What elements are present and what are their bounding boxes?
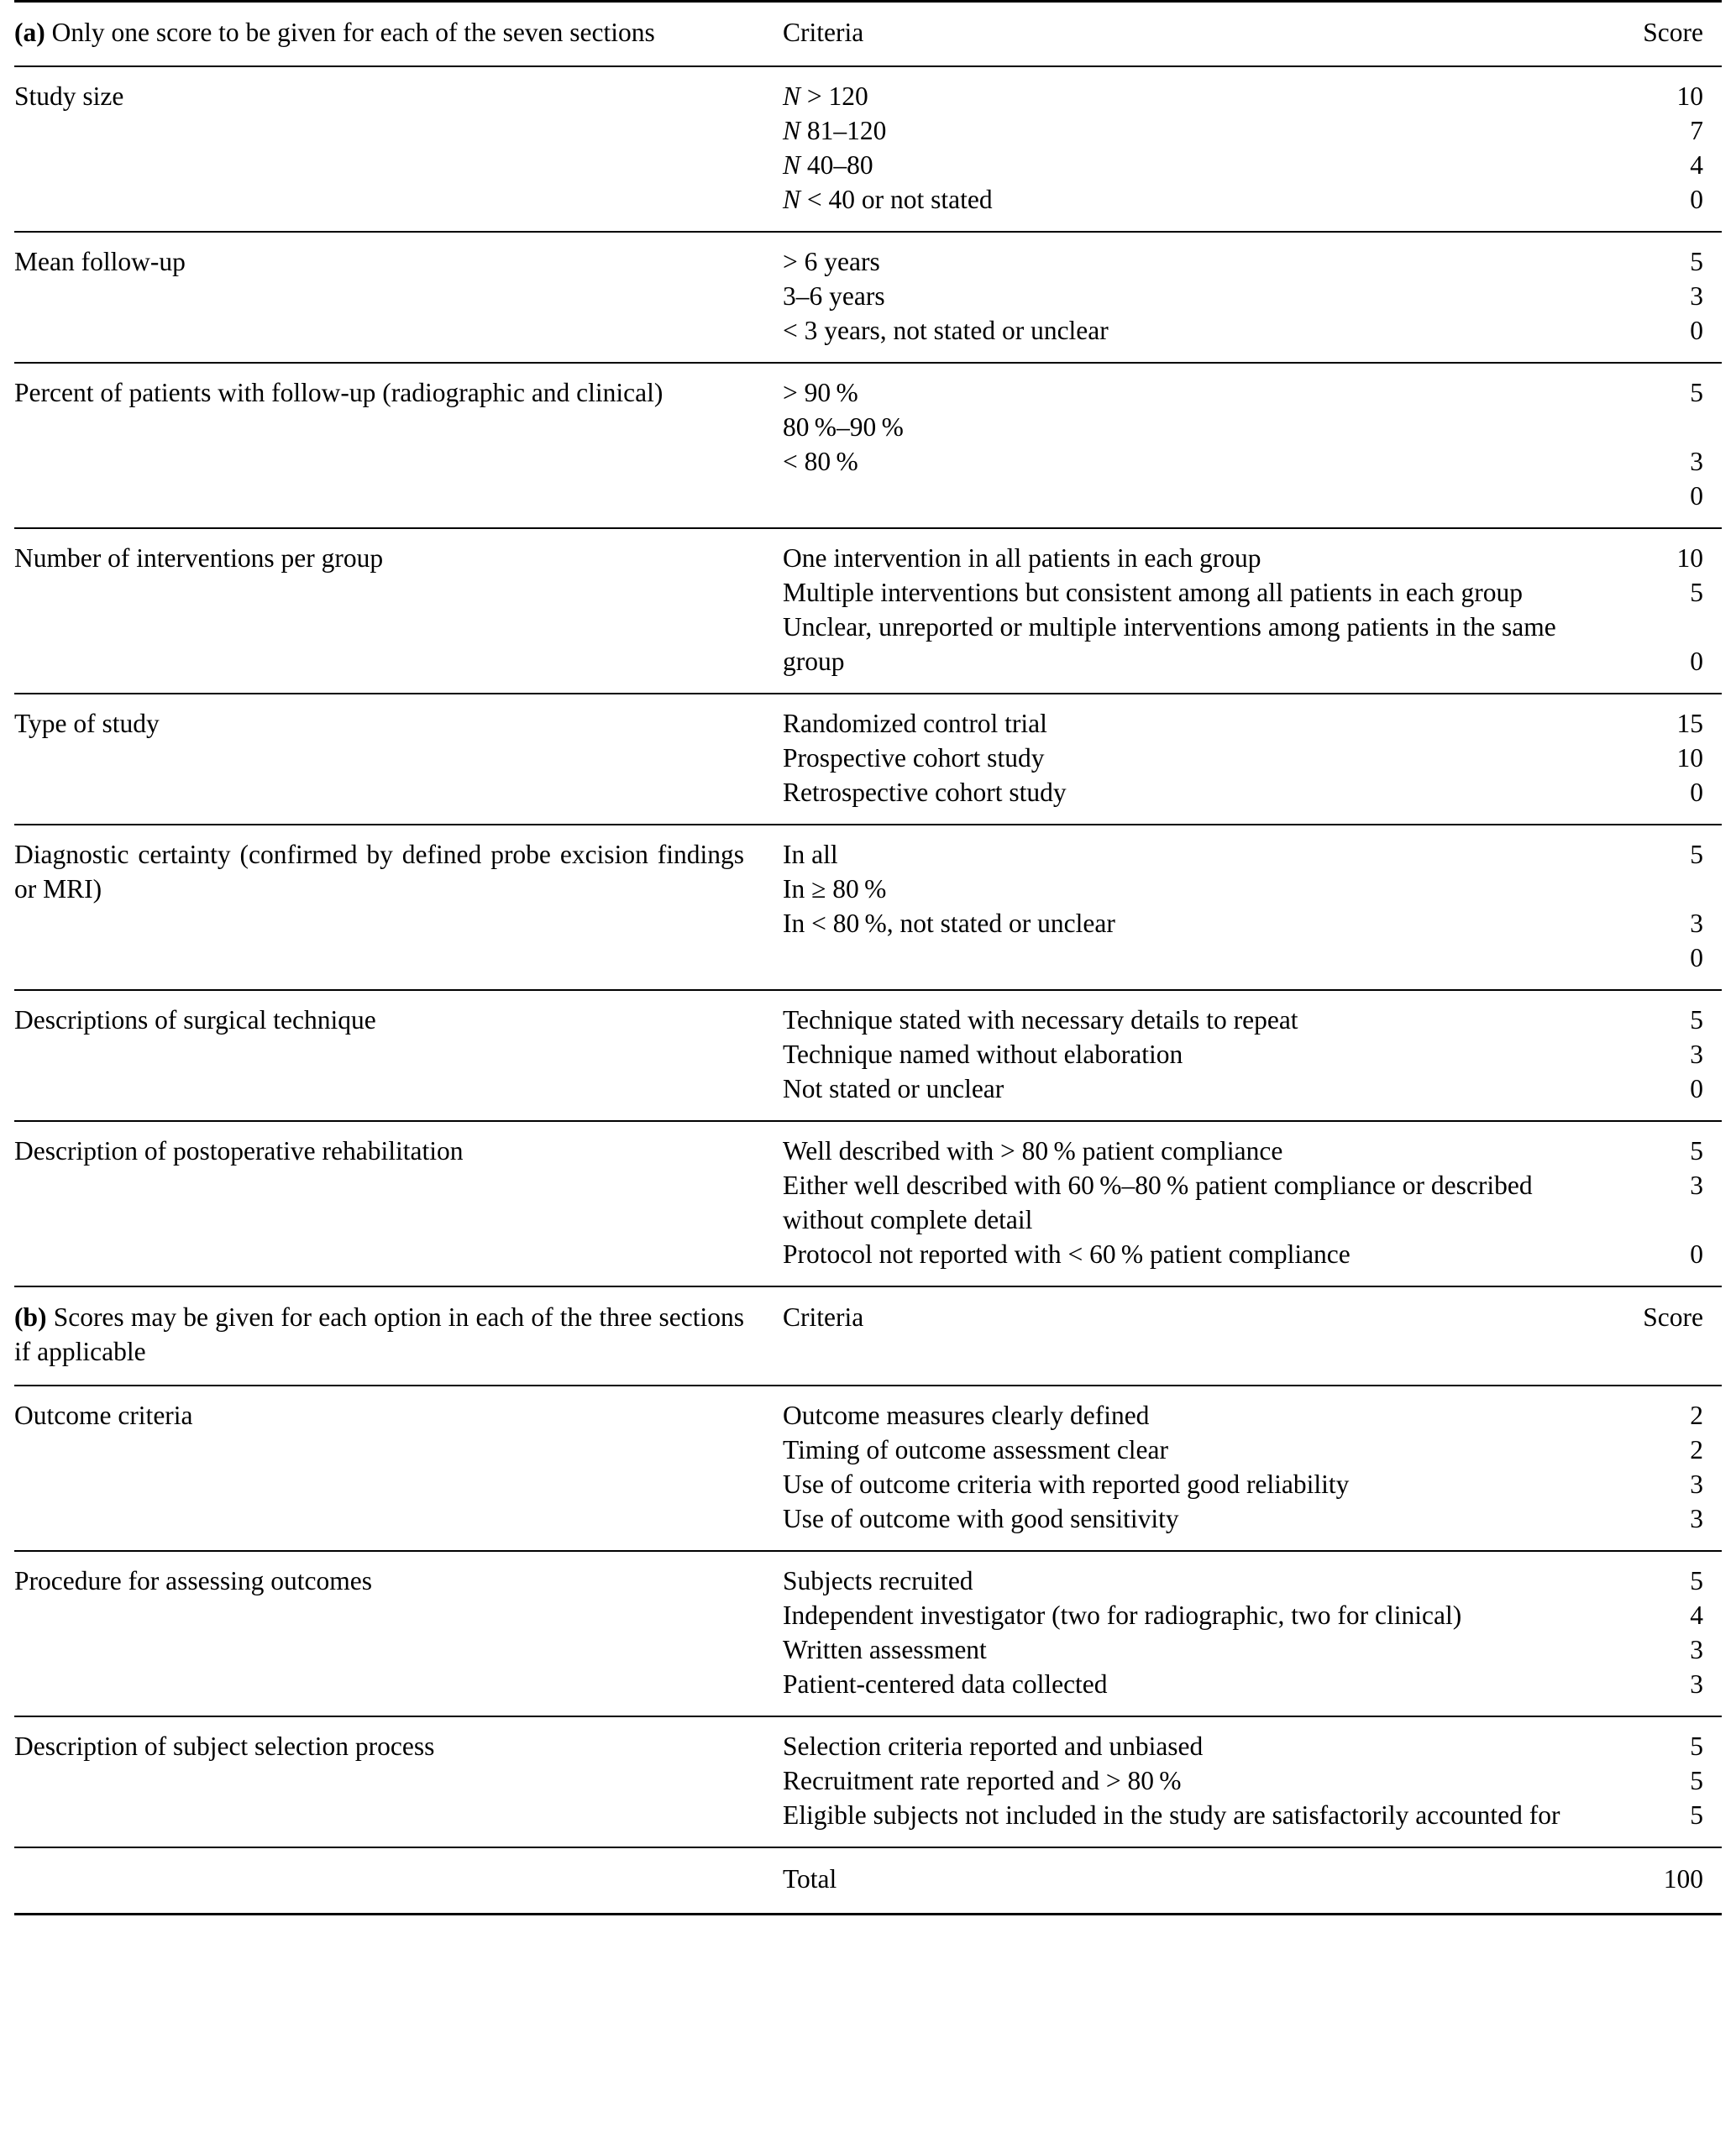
score-value: 0 [1690,480,1703,511]
row-scores [1602,694,1722,825]
score-value: 3 [1690,908,1703,938]
row-label: Procedure for assessing outcomes [14,1551,783,1716]
score-value: 5 [1690,246,1703,276]
criteria-option: In all [783,839,838,869]
score-value: 0 [1690,1073,1703,1103]
row-scores [1602,1121,1722,1286]
score-value: 3 [1690,1039,1703,1069]
score-value: 5 [1690,1004,1703,1035]
criteria-option [783,80,1573,114]
italic-n: N [783,115,801,145]
score-value: 10 [1676,742,1703,773]
criteria-option: < 3 years, not stated or unclear [783,315,1109,345]
criteria-option: One intervention in all patients in each group [783,542,1261,573]
criteria-option-text: 81–120 [800,115,887,145]
score-value: 2 [1690,1434,1703,1464]
scoring-criteria-table [14,0,1722,1915]
criteria-option: > 90 % [783,377,858,407]
section-b-header-title [14,1286,783,1386]
row-label: Study size [14,66,783,232]
score-value: 0 [1690,315,1703,345]
score-value: 0 [1690,942,1703,972]
row-label: Percent of patients with follow-up (radiographic and clinical) [14,363,783,528]
row-criteria [783,1551,1602,1716]
criteria-option: < 80 % [783,446,858,476]
table-row [14,528,1722,694]
table-row [14,232,1722,363]
score-value: 5 [1690,1731,1703,1761]
criteria-option: Technique named without elaboration [783,1039,1183,1069]
table-row [14,1551,1722,1716]
row-scores [1602,825,1722,990]
score-value: 0 [1690,1239,1703,1269]
score-value: 10 [1676,81,1703,111]
row-scores [1602,1716,1722,1847]
table-row [14,1716,1722,1847]
score-value: 10 [1676,542,1703,573]
section-b-title-text: Scores may be given for each option in each of the three sections if applicable [14,1302,745,1366]
score-value: 5 [1690,1135,1703,1166]
section-a-title-text: Only one score to be given for each of the seven sections [51,18,655,47]
row-scores [1602,1551,1722,1716]
score-value: 15 [1676,708,1703,738]
row-scores [1602,990,1722,1121]
criteria-option: Use of outcome criteria with reported good reliability [783,1469,1350,1499]
score-value: 5 [1690,1800,1703,1830]
row-label: Description of postoperative rehabilitation [14,1121,783,1286]
criteria-option-text: > 120 [800,81,868,111]
score-value: 4 [1690,1600,1703,1630]
criteria-option: In ≥ 80 % [783,873,887,904]
italic-n: N [783,81,801,111]
row-label: Type of study [14,694,783,825]
row-scores [1602,66,1722,232]
section-b-score-header: Score [1602,1286,1722,1386]
row-criteria [783,528,1602,694]
criteria-option: Outcome measures clearly defined [783,1400,1150,1430]
section-b-criteria-header: Criteria [783,1286,1602,1386]
row-scores [1602,363,1722,528]
italic-n: N [783,149,801,180]
section-a-header-row [14,2,1722,66]
score-value: 3 [1690,1170,1703,1200]
criteria-option: Not stated or unclear [783,1073,1004,1103]
criteria-option: Timing of outcome assessment clear [783,1434,1169,1464]
row-label: Number of interventions per group [14,528,783,694]
row-criteria [783,990,1602,1121]
score-value: 3 [1690,1469,1703,1499]
score-value: 5 [1690,377,1703,407]
criteria-option: Well described with > 80 % patient compliance [783,1135,1283,1166]
criteria-option: Protocol not reported with < 60 % patient compliance [783,1239,1351,1269]
criteria-option: Retrospective cohort study [783,777,1067,807]
row-criteria [783,363,1602,528]
score-value: 3 [1690,1669,1703,1699]
score-value: 0 [1690,184,1703,214]
total-score-value: 100 [1602,1847,1722,1914]
section-a-criteria-header: Criteria [783,2,1602,66]
row-scores [1602,1386,1722,1551]
table-row [14,825,1722,990]
row-criteria [783,1716,1602,1847]
table-row [14,694,1722,825]
row-label: Mean follow-up [14,232,783,363]
table-row [14,990,1722,1121]
table-row [14,363,1722,528]
score-value: 0 [1690,777,1703,807]
row-scores [1602,232,1722,363]
criteria-option: Subjects recruited [783,1565,973,1595]
score-value: 5 [1690,839,1703,869]
score-value: 5 [1690,577,1703,607]
criteria-option: In < 80 %, not stated or unclear [783,908,1115,938]
criteria-option [783,149,1573,183]
criteria-option: Patient-centered data collected [783,1669,1108,1699]
row-label: Descriptions of surgical technique [14,990,783,1121]
criteria-option: Independent investigator (two for radiographic, two for clinical) [783,1600,1462,1630]
section-a-tag: (a) [14,18,45,47]
criteria-option: Recruitment rate reported and > 80 % [783,1765,1182,1795]
score-value: 0 [1690,646,1703,676]
criteria-option: Use of outcome with good sensitivity [783,1503,1179,1533]
score-value: 5 [1690,1565,1703,1595]
row-criteria [783,1386,1602,1551]
score-value: 7 [1690,115,1703,145]
total-label [14,1847,783,1914]
italic-n: N [783,184,801,214]
row-label: Diagnostic certainty (confirmed by defined probe excision findings or MRI) [14,825,783,990]
criteria-option-text: 40–80 [800,149,873,180]
criteria-option: Selection criteria reported and unbiased [783,1731,1204,1761]
criteria-option: Randomized control trial [783,708,1047,738]
criteria-option: 3–6 years [783,280,885,311]
criteria-option: Written assessment [783,1634,987,1664]
criteria-option: Unclear, unreported or multiple interventions among patients in the same group [783,611,1556,676]
criteria-option: > 6 years [783,246,880,276]
total-criteria-label: Total [783,1847,1602,1914]
score-value: 4 [1690,149,1703,180]
score-value: 3 [1690,1634,1703,1664]
section-b-tag: (b) [14,1302,47,1332]
criteria-option: Either well described with 60 %–80 % patient compliance or described without complete detail [783,1170,1533,1234]
score-value: 5 [1690,1765,1703,1795]
criteria-option: 80 %–90 % [783,411,904,442]
row-criteria [783,825,1602,990]
table-row [14,1386,1722,1551]
row-scores [1602,528,1722,694]
row-label: Description of subject selection process [14,1716,783,1847]
criteria-option-text: < 40 or not stated [800,184,993,214]
criteria-option: Multiple interventions but consistent among all patients in each group [783,577,1523,607]
table-row [14,66,1722,232]
criteria-option [783,183,1573,217]
section-a-score-header: Score [1602,2,1722,66]
score-value: 2 [1690,1400,1703,1430]
row-criteria [783,232,1602,363]
score-value: 3 [1690,280,1703,311]
score-value: 3 [1690,1503,1703,1533]
row-criteria [783,1121,1602,1286]
total-row [14,1847,1722,1914]
criteria-option: Technique stated with necessary details to repeat [783,1004,1298,1035]
criteria-option: Prospective cohort study [783,742,1045,773]
table-row [14,1121,1722,1286]
criteria-option [783,114,1573,149]
section-a-header-title [14,2,783,66]
section-b-header-row [14,1286,1722,1386]
row-criteria [783,66,1602,232]
criteria-option: Eligible subjects not included in the study are satisfactorily accounted for [783,1800,1560,1830]
score-value: 3 [1690,446,1703,476]
row-criteria [783,694,1602,825]
row-label: Outcome criteria [14,1386,783,1551]
